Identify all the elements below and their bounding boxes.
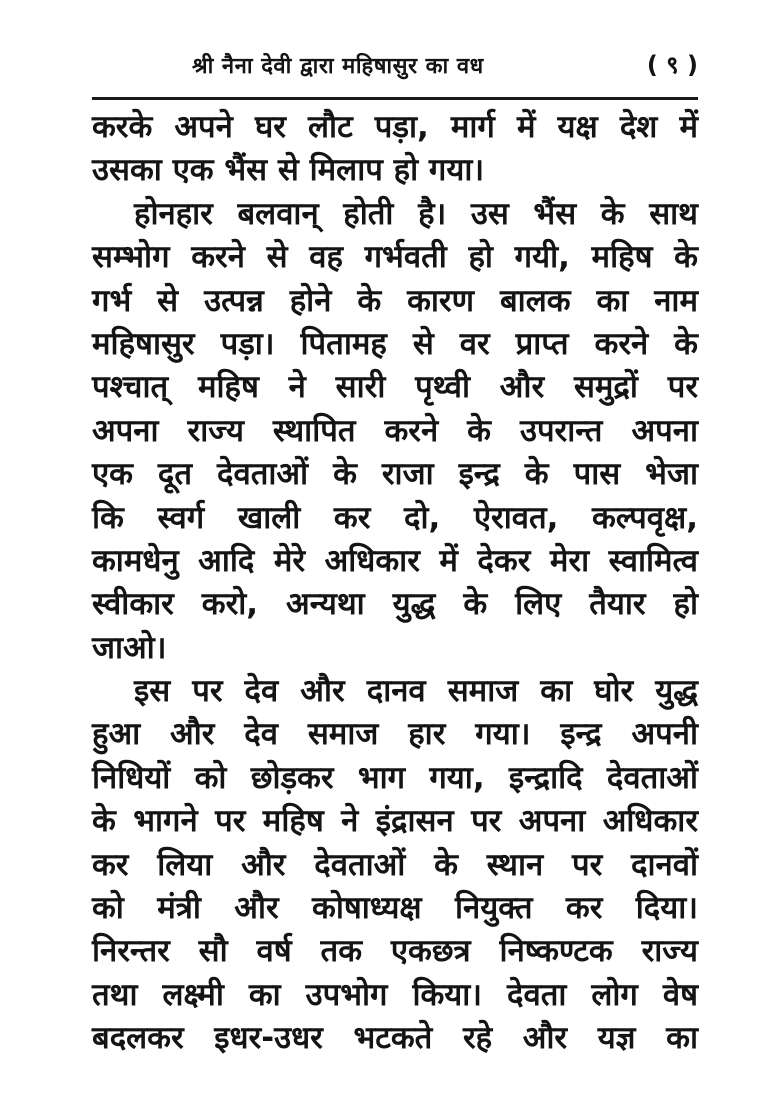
text-line: एक दूत देवताओं के राजा इन्द्र के पास भेजा [92, 456, 698, 493]
text-line: बदलकर इधर-उधर भटकते रहे और यज्ञ का [92, 1020, 698, 1057]
text-line: के भागने पर महिष ने इंद्रासन पर अपना अधिकार [92, 803, 698, 840]
text-line: हुआ और देव समाज हार गया। इन्द्र अपनी [92, 716, 698, 753]
text-line: पश्चात् महिष ने सारी पृथ्वी और समुद्रों पर [92, 369, 698, 406]
running-header [92, 40, 698, 90]
text-line: निधियों को छोड़कर भाग गया, इन्द्रादि देवताओं [92, 759, 698, 796]
text-line: कर लिया और देवताओं के स्थान पर दानवों [92, 846, 698, 883]
text-line: इस पर देव और दानव समाज का घोर युद्ध [134, 673, 698, 710]
text-line: सम्भोग करने से वह गर्भवती हो गयी, महिष के [92, 239, 698, 276]
text-line: तथा लक्ष्मी का उपभोग किया। देवता लोग वेष [92, 976, 698, 1013]
text-line: उसका एक भैंस से मिलाप हो गया। [92, 152, 485, 189]
page-number: ( ९ ) [646, 51, 698, 79]
text-line: अपना राज्य स्थापित करने के उपरान्त अपना [92, 412, 698, 449]
text-line: होनहार बलवान् होती है। उस भैंस के साथ [134, 195, 698, 232]
book-page [92, 40, 698, 1057]
text-line: को मंत्री और कोषाध्यक्ष नियुक्त कर दिया। [92, 890, 698, 927]
text-line: जाओ। [92, 629, 167, 666]
text-line: निरन्तर सौ वर्ष तक एकछत्र निष्कण्टक राज्य [92, 933, 698, 970]
text-line: स्वीकार करो, अन्यथा युद्ध के लिए तैयार हो [92, 586, 698, 623]
chapter-title: श्री नैना देवी द्वारा महिषासुर का वध [192, 54, 484, 79]
text-line: महिषासुर पड़ा। पितामह से वर प्राप्त करने के [92, 325, 698, 362]
header-rule [92, 97, 698, 100]
text-line: कि स्वर्ग खाली कर दो, ऐरावत, कल्पवृक्ष, [92, 499, 698, 536]
text-line: कामधेनु आदि मेरे अधिकार में देकर मेरा स्वामित्व [92, 542, 698, 579]
body-text [92, 106, 698, 1061]
text-line: करके अपने घर लौट पड़ा, मार्ग में यक्ष देश में [92, 109, 698, 145]
text-line: गर्भ से उत्पन्न होने के कारण बालक का नाम [92, 282, 698, 319]
